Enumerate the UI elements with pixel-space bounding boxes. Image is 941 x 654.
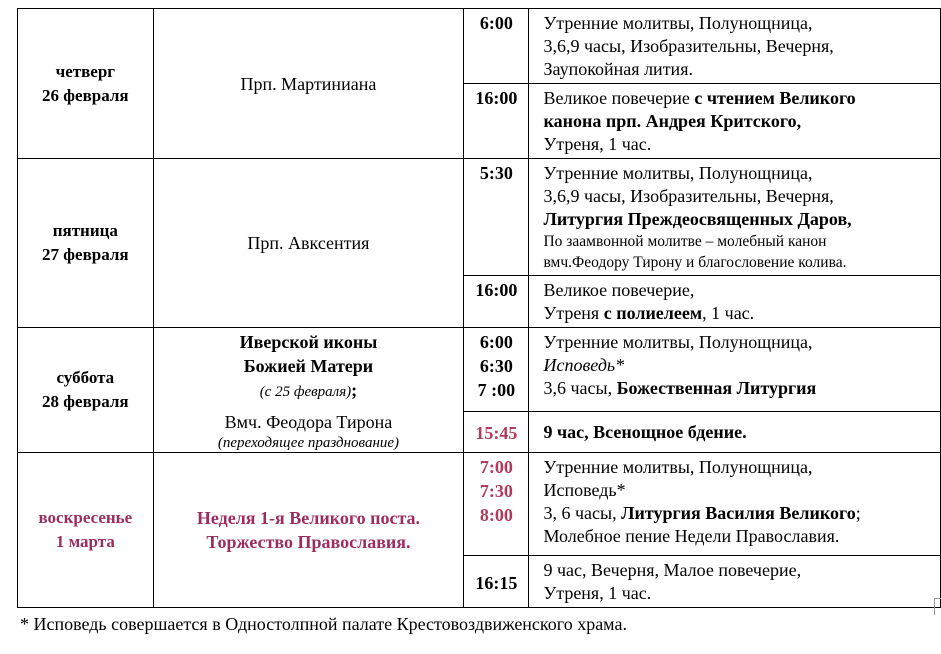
day-cell [18, 328, 154, 453]
date: 27 февраля [42, 245, 129, 264]
feast-cell: Неделя 1-я Великого поста. Торжество Православия. [153, 453, 464, 608]
page-corner-mark [934, 598, 941, 615]
feast-cell: Иверской иконы Божией Матери (с 25 февраля); Вмч. Феодора Тирона (переходящее празднование) [153, 328, 464, 453]
service-time: 5:30 [479, 163, 513, 183]
feast: Прп. Авксентия [247, 233, 370, 253]
time-cell [464, 84, 529, 159]
date: 28 февраля [42, 392, 129, 411]
service-time: 16:00 [475, 88, 518, 108]
service-cell: 9 час, Вечерня, Малое повечерие, Утреня, 1 час. [529, 556, 941, 608]
time-cell [464, 556, 529, 608]
table-row [18, 9, 941, 84]
weekday: воскресенье [38, 508, 133, 527]
service-time: 8:00 [479, 505, 513, 525]
service-time: 15:45 [475, 423, 518, 443]
weekday: суббота [56, 368, 115, 387]
service-cell: Великое повечерие, Утреня с полиелеем, 1 час. [529, 276, 941, 328]
table-row [18, 159, 941, 276]
table-row [18, 453, 941, 556]
service-cell: Утренние молитвы, Полунощница, Исповедь* 3,6 часы, Божественная Литургия [529, 328, 941, 412]
date: 26 февраля [42, 85, 129, 105]
time-cell [464, 453, 529, 556]
schedule-table [17, 8, 941, 608]
service-cell: 9 час, Всенощное бдение. [529, 412, 941, 453]
feast-cell [153, 159, 464, 328]
time-cell [464, 9, 529, 84]
service-time: 6:00 [479, 332, 513, 352]
weekday: пятница [52, 221, 118, 240]
day-cell [18, 159, 154, 328]
day-cell [18, 9, 154, 159]
day-cell [18, 453, 154, 608]
service-time: 6:30 [479, 356, 513, 376]
service-time: 16:15 [475, 572, 518, 593]
service-cell: Великое повечерие с чтением Великого канона прп. Андрея Критского, Утреня, 1 час. [529, 84, 941, 159]
service-cell: Утренние молитвы, Полунощница, 3,6,9 часы, Изобразительны, Вечерня, Заупокойная лития. [529, 9, 941, 84]
feast: Прп. Мартиниана [240, 73, 377, 94]
weekday: четверг [55, 61, 116, 81]
service-time: 7:30 [479, 481, 513, 501]
table-row [18, 328, 941, 412]
service-time: 16:00 [475, 280, 518, 300]
date: 1 марта [55, 532, 115, 551]
time-cell [464, 276, 529, 328]
service-time: 7:00 [479, 457, 513, 477]
service-cell: Утренние молитвы, Полунощница, 3,6,9 часы, Изобразительны, Вечерня, Литургия Преждеосвященных Даров, По заамвонной молитве – молебный канон вмч.Феодору Тирону и благословение колива. [529, 159, 941, 276]
time-cell [464, 412, 529, 453]
service-time: 7 :00 [477, 380, 516, 400]
service-cell: Утренние молитвы, Полунощница, Исповедь* 3, 6 часы, Литургия Василия Великого; Молебное пение Недели Православия. [529, 453, 941, 556]
footnote: * Исповедь совершается в Одностолпной палате Крестовоздвиженского храма. [20, 614, 627, 634]
time-cell [464, 159, 529, 276]
service-time: 6:00 [479, 13, 513, 33]
time-cell [464, 328, 529, 412]
feast-cell [153, 9, 464, 159]
